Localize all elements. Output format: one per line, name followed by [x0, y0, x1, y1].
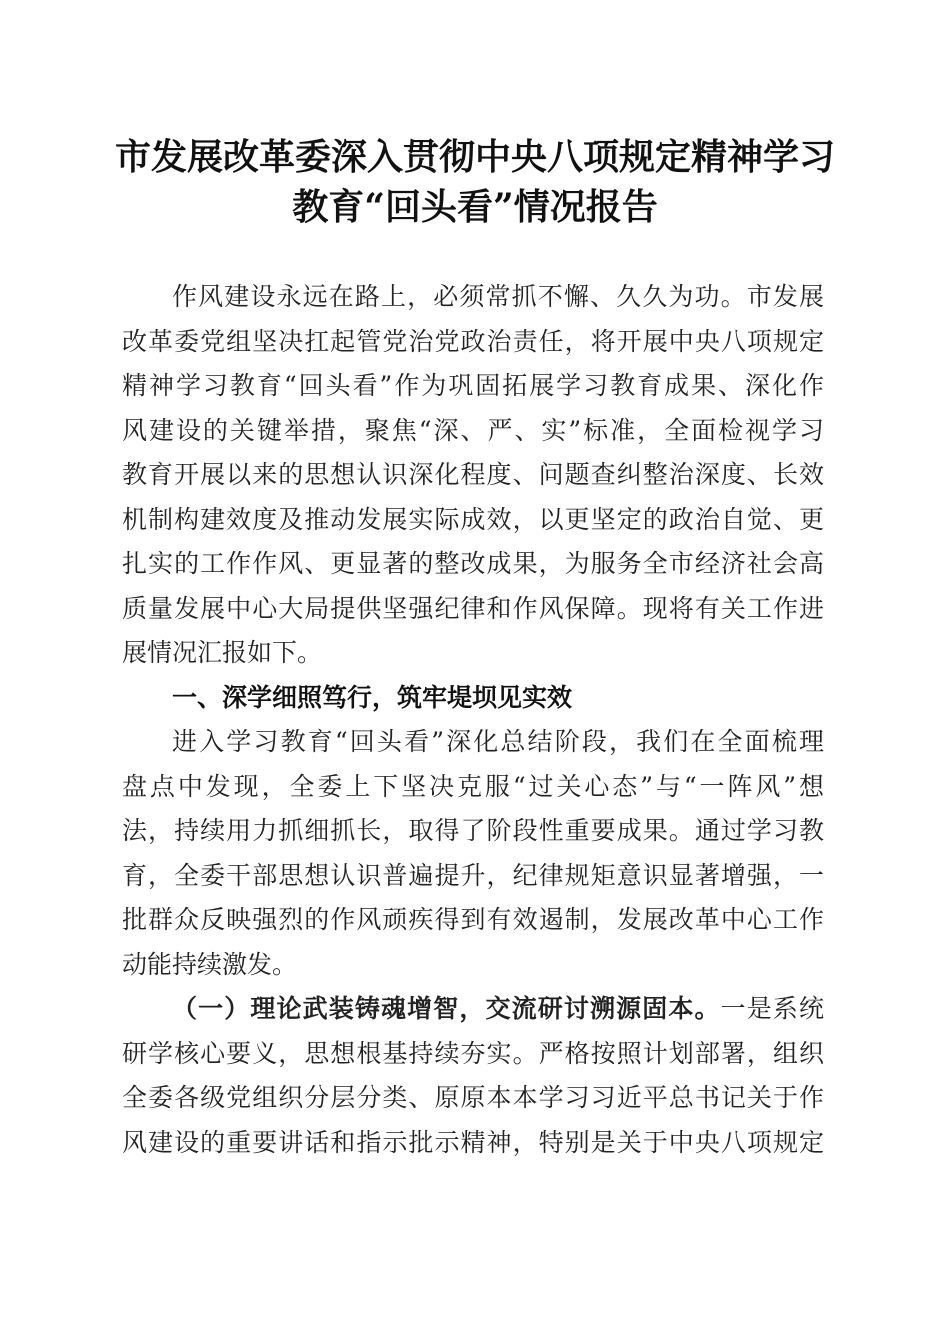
intro-line: 精神学习教育“回头看”作为巩固拓展学习教育成果、深化作 [122, 371, 824, 400]
intro-line: 教育开展以来的思想认识深化程度、问题查纠整治深度、长效 [122, 460, 824, 489]
intro-line: 风建设的关键举措，聚焦“深、严、实”标准，全面检视学习 [122, 415, 824, 445]
intro-line: 改革委党组坚决扛起管党治党政治责任，将开展中央八项规定 [122, 326, 824, 356]
intro-line: 作风建设永远在路上，必须常抓不懈、久久为功。市发展 [172, 282, 824, 311]
subsection-1-line: 风建设的重要讲话和指示批示精神，特别是关于中央八项规定 [122, 1127, 824, 1157]
section-1-line: 批群众反映强烈的作风顽疾得到有效遏制，发展改革中心工作 [122, 905, 824, 934]
subsection-1-first-line [122, 987, 824, 1032]
section-1-paragraph [122, 720, 824, 987]
section-1-heading: 一、深学细照笃行，筑牢堤坝见实效 [172, 682, 573, 712]
intro-line: 机制构建效度及推动发展实际成效，以更坚定的政治自觉、更 [122, 504, 824, 534]
title-line-1: 市发展改革委深入贯彻中央八项规定精神学习 [114, 136, 835, 178]
intro-line: 展情况汇报如下。 [122, 638, 323, 667]
section-1-line: 动能持续激发。 [122, 949, 298, 979]
document-title [100, 132, 850, 232]
subsection-1-line: 一是系统 [720, 994, 824, 1023]
document-body [122, 275, 824, 1165]
intro-line: 质量发展中心大局提供坚强纪律和作风保障。现将有关工作进 [122, 593, 824, 623]
title-line-2: 教育“回头看”情况报告 [292, 186, 658, 228]
intro-line: 扎实的工作作风、更显著的整改成果，为服务全市经济社会高 [122, 549, 824, 578]
subsection-1-line: 研学核心要义，思想根基持续夯实。严格按照计划部署，组织 [122, 1038, 824, 1068]
section-1-line: 进入学习教育“回头看”深化总结阶段，我们在全面梳理 [172, 727, 824, 756]
subsection-1-paragraph [122, 987, 824, 1165]
section-1-line: 育，全委干部思想认识普遍提升，纪律规矩意识显著增强，一 [122, 860, 824, 890]
section-1-line: 法，持续用力抓细抓长，取得了阶段性重要成果。通过学习教 [122, 816, 824, 845]
subsection-1-lead: （一）理论武装铸魂增智，交流研讨溯源固本。 [172, 994, 721, 1023]
subsection-1-line: 全委各级党组织分层分类、原原本本学习习近平总书记关于作 [122, 1083, 824, 1112]
section-1-line: 盘点中发现，全委上下坚决克服“过关心态”与“一阵风”想 [122, 771, 824, 801]
intro-paragraph [122, 275, 824, 676]
